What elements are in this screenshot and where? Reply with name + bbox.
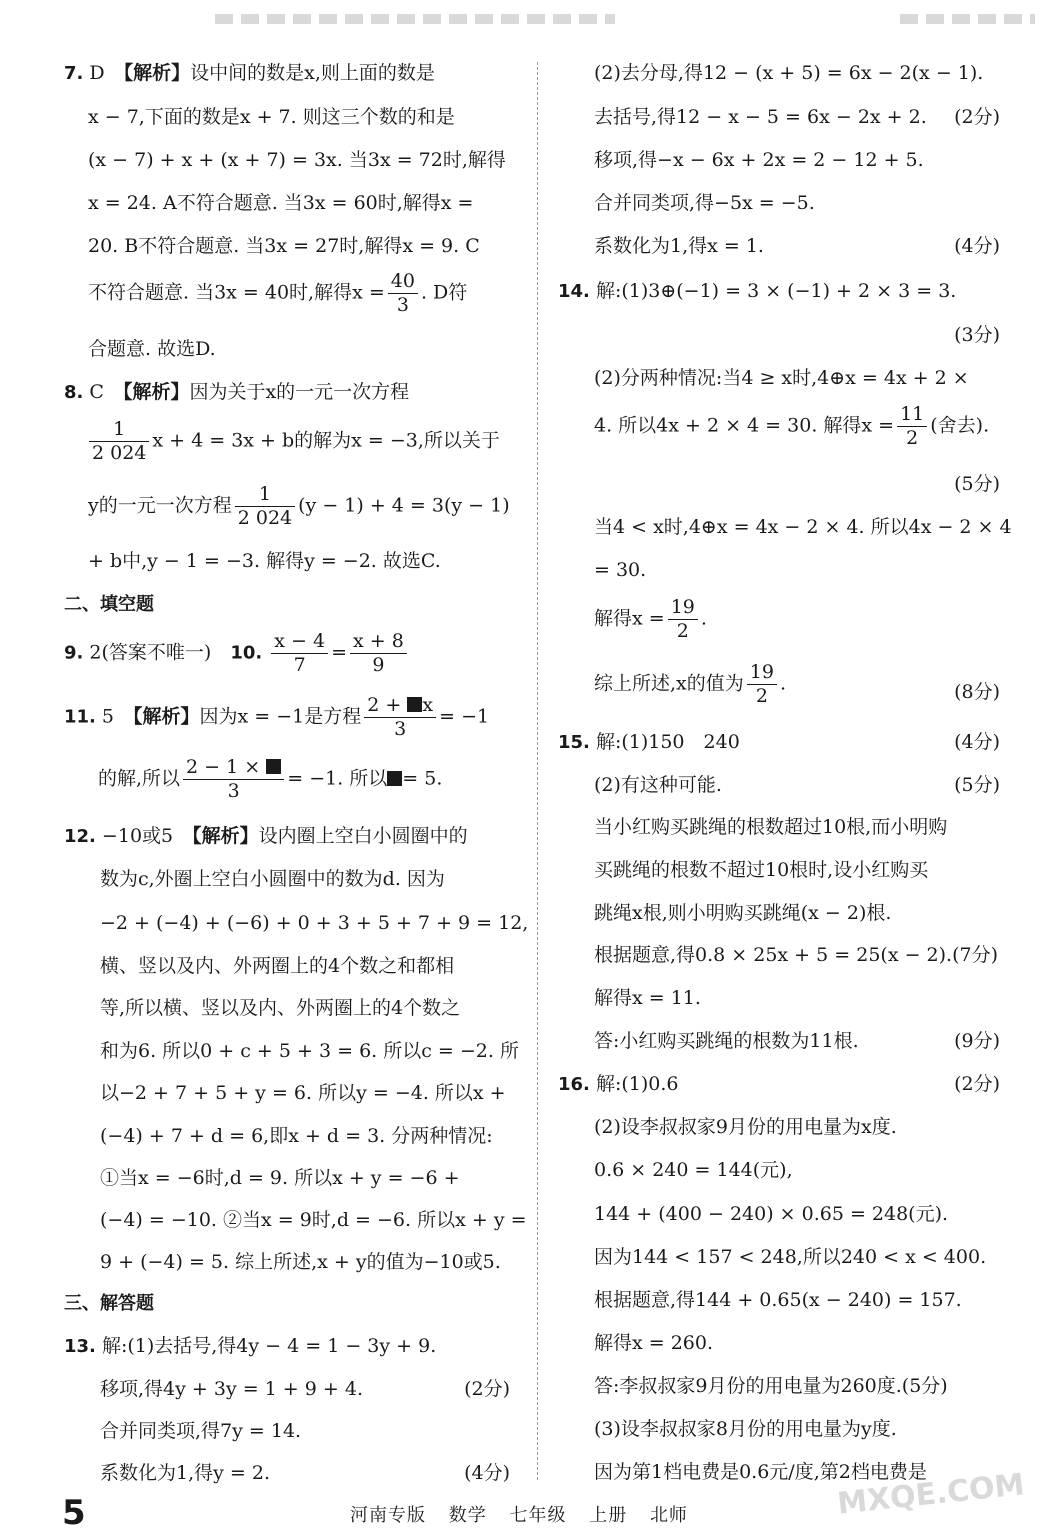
question-number: 8. xyxy=(64,382,84,403)
q14-line-7: 综上所述,x的值为 $\frac{19}{2}$ . (8分) xyxy=(594,661,1000,707)
q15-line-6: 根据题意,得0.8 × 25x + 5 = 25(x − 2).(7分) xyxy=(594,944,998,966)
fraction: $\frac{40}{3}$ xyxy=(388,272,418,315)
black-square xyxy=(266,759,281,774)
score-mark: (8分) xyxy=(954,681,1000,703)
q15-line-2: (2)有这种可能. (5分) xyxy=(594,774,1000,796)
q13b-line-4: 合并同类项,得−5x = −5. xyxy=(594,192,815,214)
q16-line-10: 因为第1档电费是0.6元/度,第2档电费是 xyxy=(594,1461,927,1483)
footer-grade: 七年级 xyxy=(509,1505,567,1526)
footer-subject: 数学 xyxy=(448,1505,487,1526)
q13b-line-5: 系数化为1,得x = 1. (4分) xyxy=(594,235,1000,257)
q7-line-4: x = 24. A不符合题意. 当3x = 60时,解得x = xyxy=(88,192,474,214)
fraction: $\frac{1}{2 024}$ xyxy=(89,420,149,463)
q14-line-4: 当4 < x时,4⊕x = 4x − 2 × 4. 所以4x − 2 × 4 xyxy=(594,516,1012,538)
black-square xyxy=(387,771,402,786)
score-mark: (4分) xyxy=(954,235,1000,257)
q16-line-8: 答:李叔叔家9月份的用电量为260度.(5分) xyxy=(594,1375,948,1397)
header-decoration-left xyxy=(215,14,615,24)
fraction: $\frac{1}{2 024}$ xyxy=(235,485,295,528)
score-mark: (3分) xyxy=(954,324,1000,346)
q12-line-2: 数为c,外圈上空白小圆圈中的数为d. 因为 xyxy=(100,868,445,890)
q12-line-7: 以−2 + 7 + 5 + y = 6. 所以y = −4. 所以x + xyxy=(100,1082,506,1104)
q16-line-2: (2)设李叔叔家9月份的用电量为x度. xyxy=(594,1116,897,1138)
fraction: $\frac{19}{2}$ xyxy=(747,663,777,706)
q14-line-3: 4. 所以4x + 2 × 4 = 30. 解得x = $\frac{11}{2}$ (舍去). xyxy=(594,403,990,449)
score-mark: (5分) xyxy=(954,473,1000,495)
watermark: MXQE.COM xyxy=(835,1467,1027,1522)
q13-line-3: 合并同类项,得7y = 14. xyxy=(100,1420,302,1442)
q16-line-4: 144 + (400 − 240) × 0.65 = 248(元). xyxy=(594,1203,949,1225)
footer-publisher: 北师 xyxy=(649,1505,688,1526)
q16-line-6: 根据题意,得144 + 0.65(x − 240) = 157. xyxy=(594,1289,962,1311)
q8-line-1: 8. C 【解析】因为关于x的一元一次方程 xyxy=(64,381,410,403)
question-number: 10. xyxy=(230,642,263,664)
score-mark: (2分) xyxy=(464,1378,510,1400)
fraction: $\frac{x + 8}{9}$ xyxy=(350,632,407,675)
question-number: 7. xyxy=(64,63,84,84)
q13b-line-1: (2)去分母,得12 − (x + 5) = 6x − 2(x − 1). xyxy=(594,62,984,84)
q12-line-4: 横、竖以及内、外两圈上的4个数之和都相 xyxy=(100,955,455,977)
q8-line-2: $\frac{1}{2 024}$ x + 4 = 3x + b的解为x = −3,所以关于 xyxy=(86,420,500,463)
section-solutions: 三、解答题 xyxy=(64,1293,154,1314)
q8-line-4: + b中,y − 1 = −3. 解得y = −2. 故选C. xyxy=(88,550,441,572)
q7-line-1: 7. D 【解析】设中间的数是x,则上面的数是 xyxy=(64,62,435,84)
q12-line-5: 等,所以横、竖以及内、外两圈上的4个数之 xyxy=(100,997,461,1019)
score-mark: (4分) xyxy=(464,1462,510,1484)
question-number: 15. xyxy=(558,732,590,753)
q15-line-8: 答:小红购买跳绳的根数为11根. (9分) xyxy=(594,1030,1000,1052)
fraction: $\frac{11}{2}$ xyxy=(897,405,927,448)
q16-line-9: (3)设李叔叔家8月份的用电量为y度. xyxy=(594,1418,897,1440)
q14-line-2: (2)分两种情况:当4 ≥ x时,4⊕x = 4x + 2 × xyxy=(594,367,969,389)
footer-volume: 上册 xyxy=(589,1505,628,1526)
q7-line-2: x − 7,下面的数是x + 7. 则这三个数的和是 xyxy=(88,106,455,128)
q16-line-3: 0.6 × 240 = 144(元), xyxy=(594,1159,793,1181)
q12-line-6: 和为6. 所以0 + c + 5 + 3 = 6. 所以c = −2. 所 xyxy=(100,1040,519,1062)
analysis-tag: 【解析】 xyxy=(192,825,259,847)
q11-line-1: 11. 5 【解析】因为x = −1是方程 $\frac{2 + x}{3}$ = −1 xyxy=(64,694,490,740)
q13b-line-3: 移项,得−x − 6x + 2x = 2 − 12 + 5. xyxy=(594,149,924,171)
footer-info xyxy=(350,1501,704,1527)
footer-edition: 河南专版 xyxy=(350,1505,426,1526)
question-number: 16. xyxy=(558,1074,590,1095)
q12-line-10: (−4) = −10. ②当x = 9时,d = −6. 所以x + y = xyxy=(100,1209,527,1231)
q12-line-8: (−4) + 7 + d = 6,即x + d = 3. 分两种情况: xyxy=(100,1125,493,1147)
q16-line-7: 解得x = 260. xyxy=(594,1332,714,1354)
q7-line-5: 20. B不符合题意. 当3x = 27时,解得x = 9. C xyxy=(88,235,480,257)
score-mark: (4分) xyxy=(954,731,1000,753)
question-number: 14. xyxy=(558,281,590,302)
score-mark: (2分) xyxy=(954,1073,1000,1095)
q7-line-3: (x − 7) + x + (x + 7) = 3x. 当3x = 72时,解得 xyxy=(88,149,506,171)
q15-line-7: 解得x = 11. xyxy=(594,987,701,1009)
q15-line-5: 跳绳x根,则小明购买跳绳(x − 2)根. xyxy=(594,902,892,924)
fraction: $\frac{x - 4}{7}$ xyxy=(271,632,328,675)
analysis-tag: 【解析】 xyxy=(123,62,191,84)
q9-q10-line: 9. 2(答案不唯一) 10. $\frac{x - 4}{7}$ = $\frac{x + 8}{9}$ xyxy=(64,632,410,675)
q14-line-1: 14. 解:(1)3⊕(−1) = 3 × (−1) + 2 × 3 = 3. xyxy=(558,280,957,302)
q12-line-1: 12. −10或5 【解析】设内圈上空白小圆圈中的 xyxy=(64,825,468,847)
q14-line-5: = 30. xyxy=(594,559,647,581)
question-number: 11. xyxy=(64,706,96,728)
q16-line-1: 16. 解:(1)0.6 (2分) xyxy=(558,1073,1000,1095)
q12-line-3: −2 + (−4) + (−6) + 0 + 3 + 5 + 7 + 9 = 12, xyxy=(100,912,529,934)
analysis-tag: 【解析】 xyxy=(133,705,200,728)
q16-line-5: 因为144 < 157 < 248,所以240 < x < 400. xyxy=(594,1246,987,1268)
score-mark: (5分) xyxy=(954,774,1000,796)
score-mark: (9分) xyxy=(954,1030,1000,1052)
q13-line-1: 13. 解:(1)去括号,得4y − 4 = 1 − 3y + 9. xyxy=(64,1335,437,1357)
section-fill-in: 二、填空题 xyxy=(64,594,154,615)
page-number: 5 xyxy=(62,1493,86,1533)
q13b-line-2: 去括号,得12 − x − 5 = 6x − 2x + 2. (2分) xyxy=(594,106,1000,128)
black-square xyxy=(407,697,422,712)
q13-line-4: 系数化为1,得y = 2. (4分) xyxy=(100,1462,510,1484)
header-decoration-right xyxy=(900,14,1035,24)
q13-line-2: 移项,得4y + 3y = 1 + 9 + 4. (2分) xyxy=(100,1378,510,1400)
score-mark: (2分) xyxy=(954,106,1000,128)
fraction: $\frac{2 + x}{3}$ xyxy=(364,696,436,739)
question-number: 13. xyxy=(64,1336,96,1357)
column-divider xyxy=(537,62,538,1480)
q15-line-4: 买跳绳的根数不超过10根时,设小红购买 xyxy=(594,859,929,881)
analysis-tag: 【解析】 xyxy=(122,381,190,403)
question-number: 9. xyxy=(64,642,84,664)
q12-line-11: 9 + (−4) = 5. 综上所述,x + y的值为−10或5. xyxy=(100,1251,501,1273)
q14-line-6: 解得x = $\frac{19}{2}$ . xyxy=(594,596,707,642)
q12-line-9: ①当x = −6时,d = 9. 所以x + y = −6 + xyxy=(100,1167,460,1189)
fraction: $\frac{2 - 1 \times}{3}$ xyxy=(183,758,284,801)
q11-line-2: 的解,所以 $\frac{2 - 1 \times}{3}$ = −1. 所以 = 5. xyxy=(98,756,443,802)
question-number: 12. xyxy=(64,826,96,847)
q15-line-1: 15. 解:(1)150 240 (4分) xyxy=(558,731,1000,753)
q7-line-6: 不符合题意. 当3x = 40时,解得x = $\frac{40}{3}$ . D符 xyxy=(88,270,468,316)
fraction: $\frac{19}{2}$ xyxy=(668,598,698,641)
q7-line-7: 合题意. 故选D. xyxy=(88,338,216,360)
q8-line-3: y的一元一次方程 $\frac{1}{2 024}$ (y − 1) + 4 = 3(y − 1) xyxy=(88,483,510,529)
q15-line-3: 当小红购买跳绳的根数超过10根,而小明购 xyxy=(594,816,948,838)
